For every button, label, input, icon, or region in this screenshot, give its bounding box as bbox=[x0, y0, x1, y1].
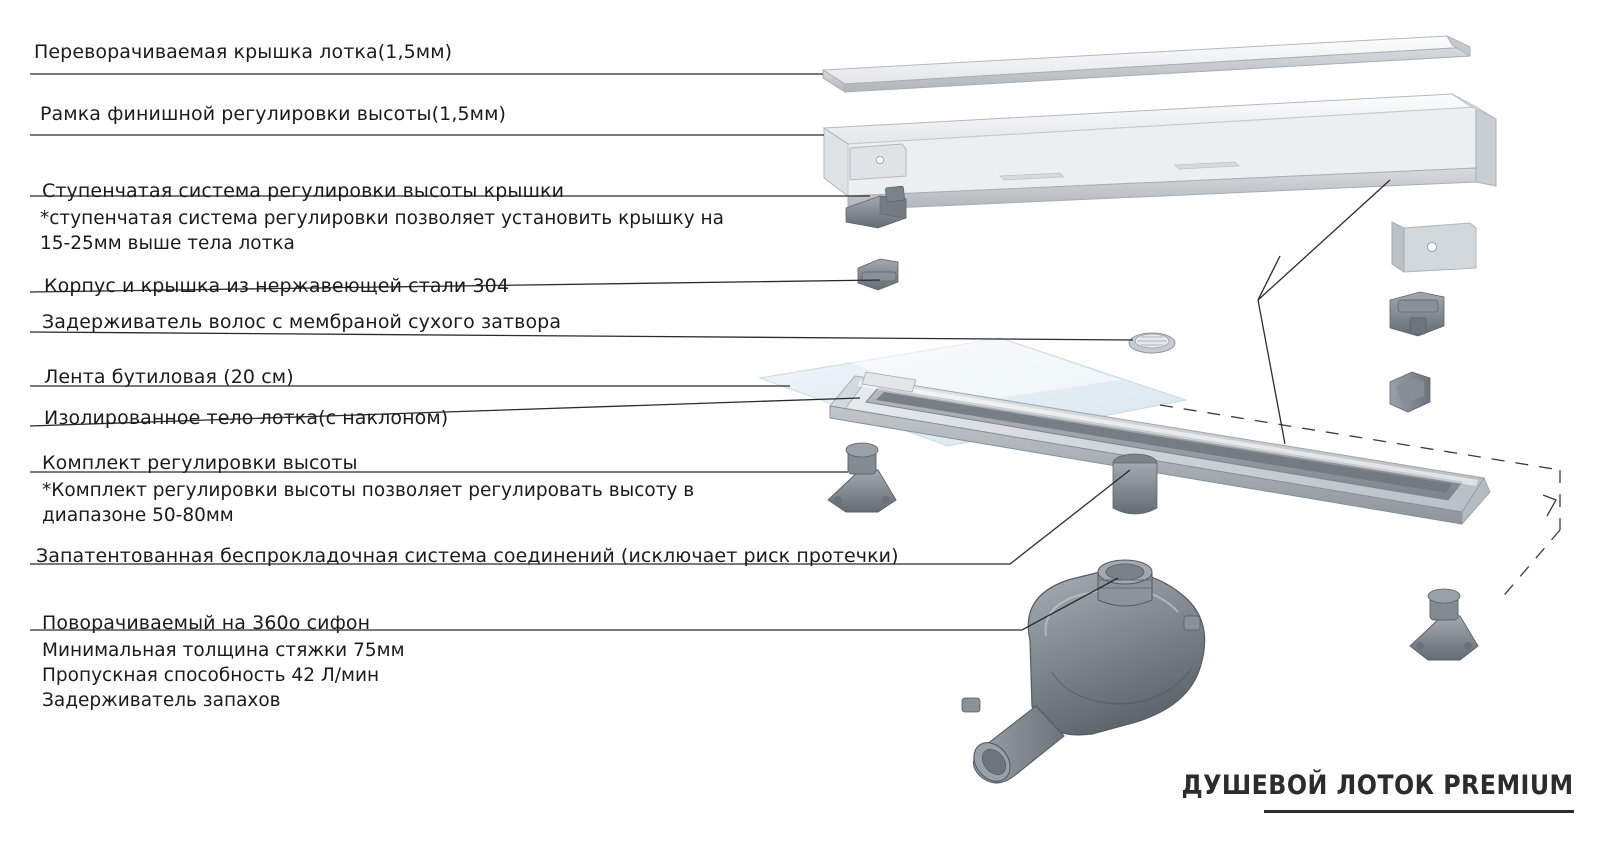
callout-hair-trap: Задерживатель волос с мембраной сухого затвора bbox=[42, 311, 562, 333]
height-foot-art-right bbox=[1410, 589, 1478, 660]
callout-step-system-note-2: 15-25мм выше тела лотка bbox=[40, 233, 295, 254]
siphon-art bbox=[962, 560, 1205, 788]
step-clip-art-1 bbox=[846, 186, 906, 228]
assembly-guideline bbox=[1160, 405, 1560, 600]
brand-label: ДУШЕВОЙ ЛОТОК PREMIUM bbox=[1181, 770, 1574, 801]
cover-plate-art bbox=[823, 36, 1470, 92]
butyl-tape-art bbox=[760, 338, 1186, 446]
callout-height-kit: Комплект регулировки высоты bbox=[42, 452, 358, 474]
callout-height-kit-note-2: диапазоне 50-80мм bbox=[42, 505, 234, 526]
channel-body-art bbox=[830, 372, 1490, 524]
finish-frame-art bbox=[824, 94, 1496, 272]
callout-cover: Переворачиваемая крышка лотка(1,5мм) bbox=[34, 41, 453, 63]
callout-siphon: Поворачиваемый на 360о сифон bbox=[42, 612, 371, 634]
callout-insulated-body: Изолированное тело лотка(с наклоном) bbox=[44, 407, 449, 429]
step-clip-art-2 bbox=[858, 259, 898, 290]
callout-height-kit-note-1: *Комплект регулировки высоты позволяет регулировать высоту в bbox=[42, 480, 695, 501]
callout-butyl-tape: Лента бутиловая (20 см) bbox=[44, 366, 294, 388]
assembly-guideline-solid bbox=[1543, 495, 1556, 516]
callout-screed: Минимальная толщина стяжки 75мм bbox=[42, 640, 405, 661]
brand-underline bbox=[1264, 810, 1574, 813]
callout-steel: Корпус и крышка из нержавеющей стали 304 bbox=[44, 275, 510, 297]
height-foot-art-left bbox=[828, 443, 896, 512]
callout-frame: Рамка финишной регулировки высоты(1,5мм) bbox=[40, 103, 507, 125]
callout-step-system-note-1: *ступенчатая система регулировки позволяет установить крышку на bbox=[40, 208, 724, 229]
callout-odor: Задерживатель запахов bbox=[42, 690, 281, 711]
callout-flow: Пропускная способность 42 Л/мин bbox=[42, 665, 380, 686]
hair-trap-art bbox=[1129, 333, 1175, 353]
callout-step-system: Ступенчатая система регулировки высоты крышки bbox=[42, 180, 565, 202]
channel-outlet-art bbox=[1113, 454, 1157, 514]
step-clip-art-4 bbox=[1390, 372, 1430, 412]
step-clip-art-3 bbox=[1390, 292, 1444, 336]
callout-gasketless: Запатентованная беспрокладочная система соединений (исключает риск протечки) bbox=[36, 545, 899, 567]
